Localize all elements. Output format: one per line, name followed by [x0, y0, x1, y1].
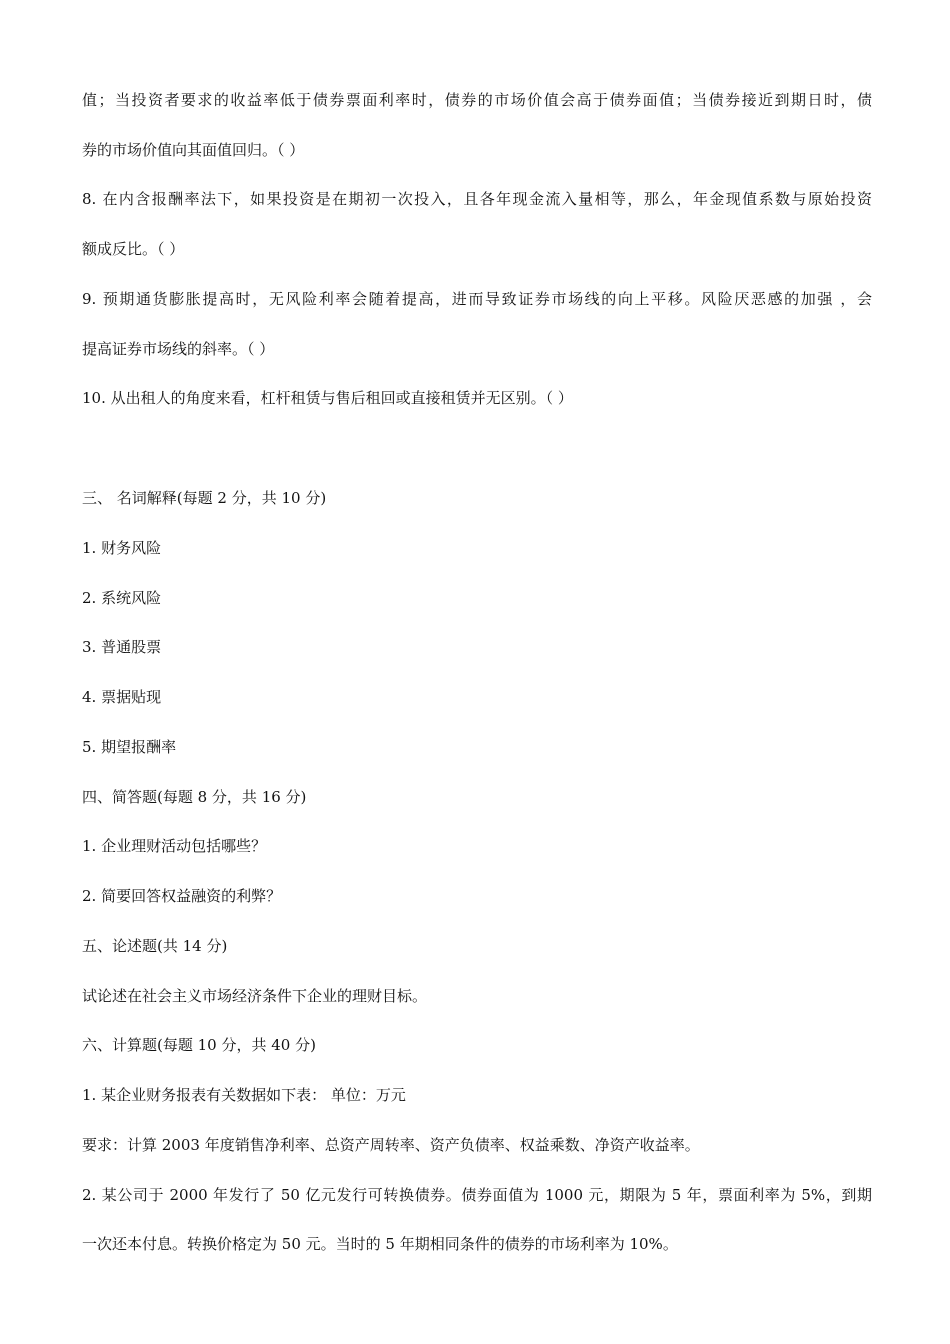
- term-item-3: 3. 普通股票: [82, 638, 162, 656]
- short-answer-item-1: 1. 企业理财活动包括哪些？: [82, 837, 267, 855]
- term-item-5: 5. 期望报酬率: [82, 738, 177, 756]
- q7-continuation-line-2: 券的市场价值向其面值回归。（ ）: [82, 141, 305, 159]
- calc-item-2-line-1: 2. 某公司于 2000 年发行了 50 亿元发行可转换债券。债券面值为 1000 元，期限为 5 年，票面利率为 5%，到期: [82, 1186, 872, 1204]
- calc-item-2-line-2: 一次还本付息。转换价格定为 50 元。当时的 5 年期相同条件的债券的市场利率为 10%。: [82, 1235, 678, 1253]
- q8-line-1: 8. 在内含报酬率法下，如果投资是在期初一次投入，且各年现金流入量相等，那么，年金现值系数与原始投资: [82, 190, 872, 208]
- section-6-heading: 六、计算题(每题 10 分，共 40 分): [82, 1036, 316, 1054]
- section-3-heading: 三、 名词解释(每题 2 分，共 10 分): [82, 489, 327, 507]
- q9-line-2: 提高证券市场线的斜率。（ ）: [82, 340, 275, 358]
- q10-line: 10. 从出租人的角度来看，杠杆租赁与售后租回或直接租赁并无区别。（ ）: [82, 389, 573, 407]
- section-4-heading: 四、简答题(每题 8 分，共 16 分): [82, 788, 307, 806]
- q9-line-1: 9. 预期通货膨胀提高时，无风险利率会随着提高，进而导致证券市场线的向上平移。风险厌恶感的加强 ，会: [82, 290, 872, 308]
- term-item-1: 1. 财务风险: [82, 539, 162, 557]
- term-item-4: 4. 票据贴现: [82, 688, 162, 706]
- calc-item-1: 1. 某企业财务报表有关数据如下表： 单位：万元: [82, 1086, 406, 1104]
- section-5-heading: 五、论述题(共 14 分): [82, 937, 228, 955]
- calc-item-1-requirement: 要求：计算 2003 年度销售净利率、总资产周转率、资产负债率、权益乘数、净资产收益率。: [82, 1136, 700, 1154]
- term-item-2: 2. 系统风险: [82, 589, 162, 607]
- short-answer-item-2: 2. 简要回答权益融资的利弊？: [82, 887, 282, 905]
- essay-question: 试论述在社会主义市场经济条件下企业的理财目标。: [82, 987, 428, 1005]
- q8-line-2: 额成反比。（ ）: [82, 240, 185, 258]
- q7-continuation-line-1: 值；当投资者要求的收益率低于债券票面利率时，债券的市场价值会高于债券面值；当债券接近到期日时，债: [82, 91, 872, 109]
